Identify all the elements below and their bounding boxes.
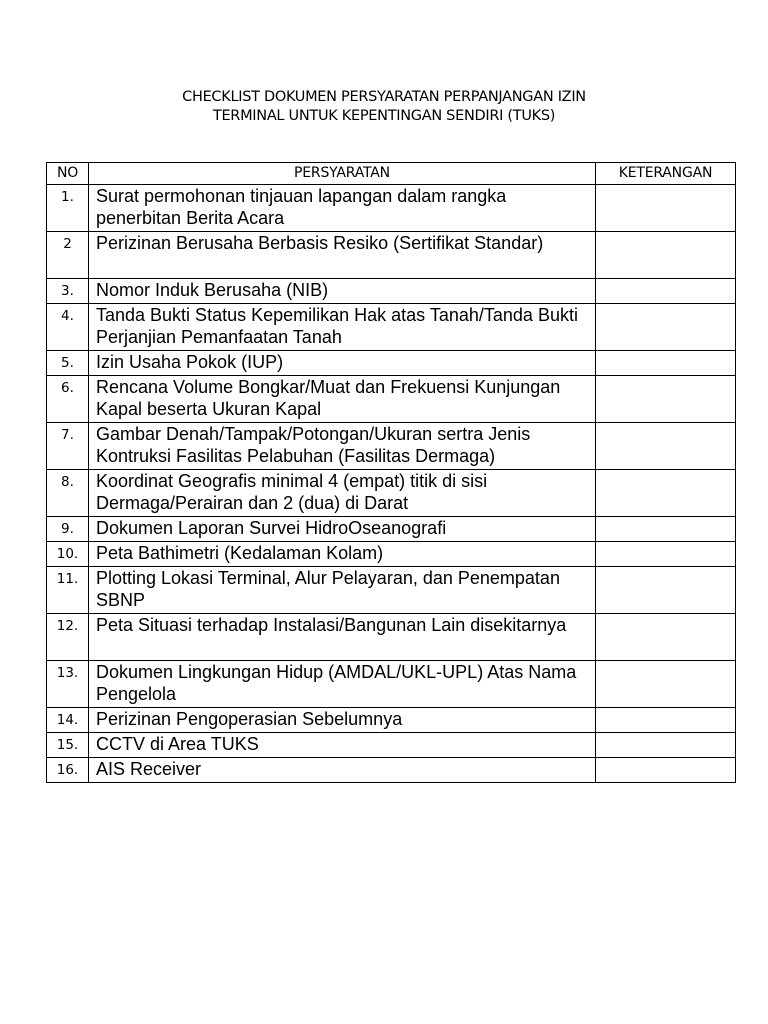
table-row [47, 517, 736, 542]
table-row [47, 614, 736, 661]
table-row [47, 279, 736, 304]
row-requirement: Peta Situasi terhadap Instalasi/Bangunan Lain disekitarnya [89, 614, 596, 661]
row-requirement: Perizinan Berusaha Berbasis Resiko (Sertifikat Standar) [89, 232, 596, 279]
row-remarks [596, 661, 736, 708]
table-row [47, 567, 736, 614]
row-number: 6. [47, 376, 89, 423]
row-requirement: Dokumen Lingkungan Hidup (AMDAL/UKL-UPL) Atas Nama Pengelola [89, 661, 596, 708]
row-number: 16. [47, 758, 89, 783]
row-requirement: AIS Receiver [89, 758, 596, 783]
table-header-row [47, 163, 736, 185]
requirements-table [46, 162, 736, 783]
table-row [47, 423, 736, 470]
row-number: 7. [47, 423, 89, 470]
table-row [47, 304, 736, 351]
row-remarks [596, 423, 736, 470]
row-requirement: CCTV di Area TUKS [89, 733, 596, 758]
table-row [47, 708, 736, 733]
row-requirement: Tanda Bukti Status Kepemilikan Hak atas Tanah/Tanda Bukti Perjanjian Pemanfaatan Tanah [89, 304, 596, 351]
row-number: 4. [47, 304, 89, 351]
row-number: 10. [47, 542, 89, 567]
row-number: 2 [47, 232, 89, 279]
row-remarks [596, 470, 736, 517]
row-number: 5. [47, 351, 89, 376]
row-requirement: Koordinat Geografis minimal 4 (empat) titik di sisi Dermaga/Perairan dan 2 (dua) di Darat [89, 470, 596, 517]
table-row [47, 758, 736, 783]
row-remarks [596, 351, 736, 376]
row-number: 3. [47, 279, 89, 304]
table-row [47, 376, 736, 423]
row-number: 13. [47, 661, 89, 708]
document-title [0, 88, 768, 126]
row-remarks [596, 758, 736, 783]
row-remarks [596, 708, 736, 733]
header-no: NO [47, 163, 89, 185]
row-requirement: Nomor Induk Berusaha (NIB) [89, 279, 596, 304]
row-requirement: Plotting Lokasi Terminal, Alur Pelayaran, dan Penempatan SBNP [89, 567, 596, 614]
row-requirement: Perizinan Pengoperasian Sebelumnya [89, 708, 596, 733]
header-persyaratan: PERSYARATAN [89, 163, 596, 185]
row-number: 11. [47, 567, 89, 614]
title-line-2: TERMINAL UNTUK KEPENTINGAN SENDIRI (TUKS) [212, 108, 556, 124]
row-remarks [596, 517, 736, 542]
row-requirement: Peta Bathimetri (Kedalaman Kolam) [89, 542, 596, 567]
table-row [47, 470, 736, 517]
row-requirement: Rencana Volume Bongkar/Muat dan Frekuensi Kunjungan Kapal beserta Ukuran Kapal [89, 376, 596, 423]
title-line-1: CHECKLIST DOKUMEN PERSYARATAN PERPANJANGAN IZIN [182, 89, 586, 105]
row-remarks [596, 567, 736, 614]
row-requirement: Gambar Denah/Tampak/Potongan/Ukuran sertra Jenis Kontruksi Fasilitas Pelabuhan (Fasilitas Dermaga) [89, 423, 596, 470]
table-row [47, 351, 736, 376]
row-requirement: Surat permohonan tinjauan lapangan dalam rangka penerbitan Berita Acara [89, 185, 596, 232]
row-remarks [596, 542, 736, 567]
row-number: 9. [47, 517, 89, 542]
row-remarks [596, 614, 736, 661]
row-number: 8. [47, 470, 89, 517]
row-remarks [596, 279, 736, 304]
row-requirement: Izin Usaha Pokok (IUP) [89, 351, 596, 376]
table-row [47, 232, 736, 279]
row-remarks [596, 733, 736, 758]
table-row [47, 733, 736, 758]
table-row [47, 185, 736, 232]
row-remarks [596, 376, 736, 423]
row-remarks [596, 304, 736, 351]
row-number: 14. [47, 708, 89, 733]
header-keterangan: KETERANGAN [596, 163, 736, 185]
row-remarks [596, 185, 736, 232]
row-number: 12. [47, 614, 89, 661]
table-row [47, 542, 736, 567]
row-requirement: Dokumen Laporan Survei HidroOseanografi [89, 517, 596, 542]
table-row [47, 661, 736, 708]
row-number: 1. [47, 185, 89, 232]
row-number: 15. [47, 733, 89, 758]
row-remarks [596, 232, 736, 279]
